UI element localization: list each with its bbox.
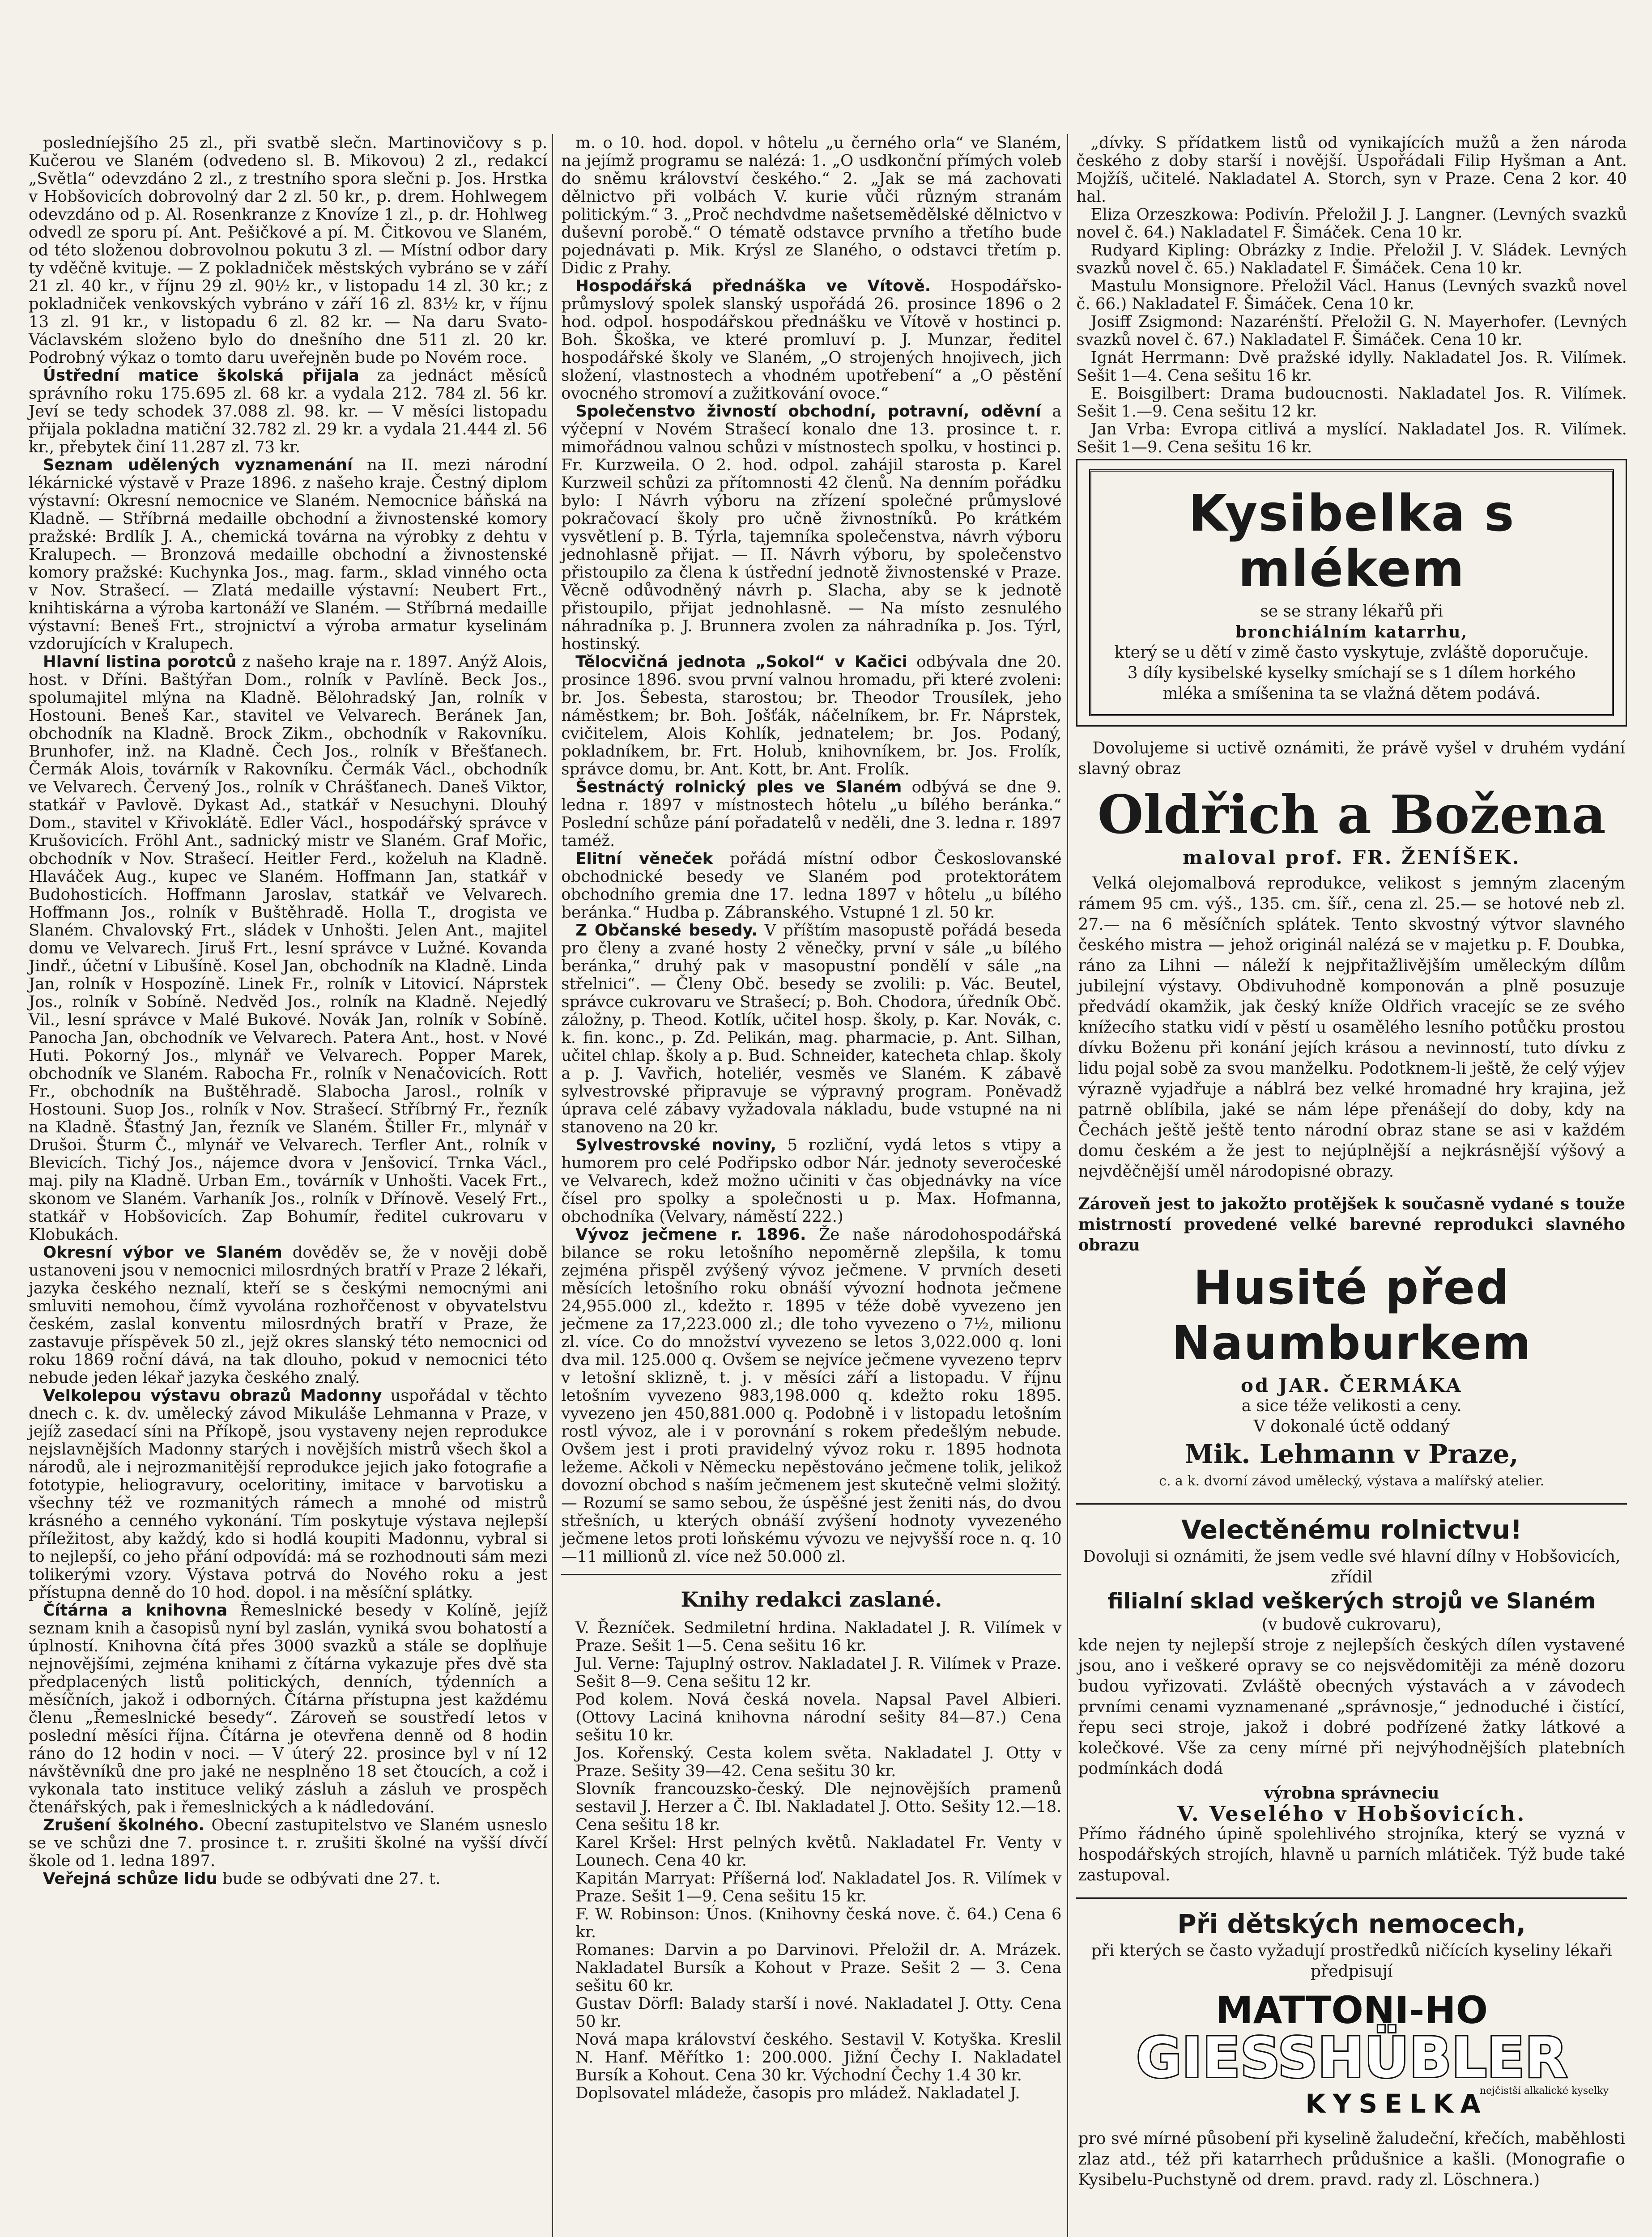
article-heading: Seznam udělených vyznamenání — [43, 456, 353, 474]
ad-rolnictvo-tail: Přímo řádného úpině spolehlivého strojníka, který se vyzná v hospodářských strojích, hlavně u parních mlátiček. Týž bude také zastupoval. — [1078, 1825, 1625, 1884]
book-entry: Slovník francouzsko-český. Dle nejnovějších pramenů sestavil J. Herzer a Č. Ibl. Nakladatel J. Otto. Sešity 12.—18. Cena sešitu 18 kr. — [575, 1780, 1062, 1834]
ad-mattoni-title: Při dětských nemocech, — [1177, 1909, 1526, 1939]
article-heading: Čítárna a knihovna — [43, 1601, 228, 1620]
article — [561, 850, 1061, 922]
article-heading: Hospodářská přednáška ve Vítově. — [575, 277, 931, 295]
book-entry: Ignát Herrmann: Dvě pražské idylly. Nakladatel Jos. R. Vilímek. Sešit 1—4. Cena sešitu 16 kr. — [1076, 349, 1627, 385]
columns — [29, 134, 1627, 2237]
book-entry: Pod kolem. Nová česká novela. Napsal Pavel Albieri. (Ottovy Laciná knihovna národní sešity 84—87.) Cena sešitu 10 kr. — [575, 1690, 1062, 1744]
article-text: za jednáct měsíců správního roku 175.695 zl. 68 kr. a vydala 212. 784 zl. 56 kr. Jeví se tedy schodek 37.088 zl. 98. kr. — V měsíci listopadu přijala pokladna matiční 32.782 zl. 29 kr. a vydala 21.444 zl. 56 kr., přebytek činí 11.287 zl. 73 kr. — [29, 366, 548, 456]
book-entry: Eliza Orzeszkowa: Podivín. Přeložil J. J. Langner. (Levných svazků novel č. 64.) Nakladatel F. Šimáček. Cena 10 kr. — [1076, 205, 1627, 242]
book-entry: V. Řezníček. Sedmiletní hrdina. Nakladatel J. R. Vilímek v Praze. Sešit 1—5. Cena sešitu 16 kr. — [575, 1619, 1062, 1655]
article-heading: Z Občanské besedy. — [575, 921, 758, 940]
books-heading: Knihy redakci zaslané. — [681, 1587, 942, 1612]
article-text: uspořádal v těchto dnech c. k. dv. umělecký závod Mikuláše Lehmanna v Praze, v jejíž zasedací síni na Příkopě, jsou vystaveny nejen reprodukce nejslavnějších Madonny starých i novějších mistrů všech škol a národů, ale i nejrozmanitější reprodukce jejich jako fotografie a fototypie, heliogravury, oceloritiny, imitace v barvotisku a všechny též ve rozmanitých rámech a mnohé od mistrů krásného a cenného vykonání. Tím poskytuje výstava nejlepší příležitost, aby každý, kdo si hodlá koupiti Madonnu, vybral si to nejlepší, co jeho přání odpovídá: má se rozhodnouti sám mezi tolikerými vzory. Výstava potrvá do Nového roku a jest přístupna denně do 10 hod. dopol. i na měsíční splátky. — [29, 1386, 548, 1602]
mattoni-brand-1: MATTONI-HO — [1215, 1988, 1488, 2032]
article-text: odbývá se dne 9. ledna r. 1897 v místnostech hôtelu „u bílého beránka.“ Poslední schůze pání pořadatelů v neděli, dne 3. ledna r. 1897 taméž. — [561, 778, 1062, 850]
book-entry: „dívky. S přídatkem listů od vynikajících mužů a žen národa českého z doby starší i novější. Uspořádali Filip Hyšman a Ant. Mojžíš, učitelé. Nakladatel A. Storch, syn v Praze. Cena 2 kor. 40 hal. — [1076, 134, 1627, 206]
ad-oldrich-body: Velká olejomalbová reprodukce, velikost s jemným zlaceným rámem 95 cm. výš., 135. cm. šíř., cena zl. 25.— se hotové neb zl. 27.— na 6 měsíčních splátek. Tento skvostný výtvor slavného českého mistra — jehož originál nalézá se v majetku p. F. Doubka, ráno za Lihni — náleží k nejpřitažlivějším uměleckým dílům jubilejní výstavy. Obdivuhodně komponován a plně posuzuje předvádí okamžik, jak český kníže Oldřich vracejíc se ze svého knížecího statku vidí v pěstí u osamělého lesního potůčku prostou dívku Boženu při konání jejích krásou a nevinností, tuto dívku z lidu pojal sobě za svou manželku. Podotknem-li ještě, že celý výjev výrazně vyjadřuje a náblrá bez velké hromadné hry krajina, jež patrně oblíbila, jaké se nám lépe přenášejí do doby, kdy na Čechách ještě ještě tento národní obraz stane se asi v každém domu českém a že jest to nejúplnější a nejkrásnější výšový a nejvděčnější uměl národopisné obrazy. — [1078, 874, 1625, 1181]
ad-husite — [1076, 1194, 1627, 1492]
article-text: posledníejšího 25 zl., při svatbě slečn. Martinovičovy s p. Kučerou ve Slaném (odvedeno sl. B. Mikovou) 2 zl., redakcí „Světla“ odevzdáno 2 zl., z trestního spora slečni p. Jos. Hrstka v Hobšovicích dobrovolný dar 2 zl. 50 kr., p. drem. Hohlwegem odevzdáno od p. Al. Rosenkranze z Knovíze 1 zl., p. dr. Hohlweg odvedl ze sporu pí. Ant. Pešičkové a pí. M. Čitkovou ve Slaném, od této složenou dobrovolnou pokutu 3 zl. — Místní odbor dary ty vděčně kvituje. — Z pokladniček městských vybráno se v září 21 zl. 40 kr., v říjnu 29 zl. 90½ kr., v listopadu 14 zl. 30 kr.; z pokladniček venkovských vybráno v září 16 zl. 83½ kr, v říjnu 13 zl. 91 kr., v listopadu 6 zl. 82 kr. — Na daru Svato-Václavském složeno bylo do dnešního dne 511 zl. 20 kr. Podrobný výkaz o tomto daru uveřejněn bude po Novém roce. — [29, 134, 548, 367]
article — [561, 922, 1061, 1136]
article-heading: Sylvestrovské noviny, — [575, 1136, 777, 1154]
article — [561, 1136, 1061, 1226]
ad-husite-firm: Mik. Lehmann v Praze, — [1184, 1439, 1519, 1469]
article — [561, 778, 1061, 850]
book-entry: E. Boisgilbert: Drama budoucnosti. Nakladatel Jos. R. Vilímek. Sešit 1.—9. Cena sešitu 12 kr. — [1076, 384, 1627, 421]
article — [29, 1870, 547, 1888]
article-text: a výčepní v Novém Strašecí konalo dne 13. prosince t. r. mimořádnou valnou schůzi v místnostech spolku, v hostinci p. Fr. Kurzweila. O 2. hod. odpol. zahájil starosta p. Karel Kurzweil schůzi za přítomnosti 42 členů. Na denním pořádku bylo: I Návrh výboru na zřízení společné průmyslové pokračovací školy pro učně živnostníků. Po krátkém vysvětlení p. B. Týrla, tajemníka společenstva, návrh výboru jednohlasně přijat. — II. Návrh výboru, by společenstvo přistoupilo za člena k ústřední jednotě živnostenské v Praze. Věcně odůvodněný návrh p. Slacha, aby se k jednotě přistoupilo, přijat jednohlasně. — Na místo zesnulého náhradníka p. J. Brunnera zvolen za náhradníka p. Jos. Týrl, hostinský. — [561, 402, 1062, 653]
ad-rolnictvo-body: kde nejen ty nejlepší stroje z nejlepších českých dílen vystavené jsou, ano i veškeré opravy se co nejsvědomitěji za méně dozoru budou vyřizovati. Zvláště obecných výstavách a v závodech prvními cenami vyznamenané „správnosje,“ jednoduché i čistící, řepu seci stroje, jakož i dobré podřízené žatky látkové a kolečkové. Vše za ceny mírné při nejvýhodnějších platebních podmínkách dodá — [1078, 1636, 1625, 1778]
book-entry: Nová mapa království českého. Sestavil V. Kotyška. Kreslil N. Hanf. Měřítko 1: 200.000. Jižní Čechy I. Nakladatel Bursík a Kohout. Cena 30 kr. Východní Čechy 1.4 30 kr. — [575, 2030, 1062, 2084]
article-text: dověděv se, že v nověji době ustanoveni jsou v nemocnici milosrdných bratří v Praze 2 lékaři, jazyka českého neznalí, kteří se s českými nemocnými ani smluviti nemohou, čímž vyvolána rozhořčenost v obyvatelstvu českém, zaslal konventu milosrdných bratří v Praze, že zastavuje příspěvek 50 zl., jejž okres slanský této nemocnici od roku 1869 roční dává, na tak dlouho, pokud v nemocnici této nebude jeden lékař jazyka českého znalý. — [29, 1243, 548, 1387]
article-heading: Hlavní listina porotců — [43, 653, 237, 671]
article — [29, 1244, 547, 1387]
book-entry: Jos. Kořenský. Cesta kolem světa. Nakladatel J. Otty v Praze. Sešity 39—42. Cena sešitu 30 kr. — [575, 1744, 1062, 1780]
article — [29, 1387, 547, 1602]
article — [29, 367, 547, 456]
book-entry: Karel Kršel: Hrst pelných květů. Nakladatel Fr. Venty v Lounech. Cena 40 kr. — [575, 1833, 1062, 1870]
ad-husite-firm-sub: c. a k. dvorní závod umělecký, výstava a malířský atelier. — [1159, 1473, 1545, 1489]
article — [561, 134, 1061, 277]
ad-husite-author: od JAR. ČERMÁKA — [1241, 1374, 1463, 1396]
ad-rolnictvo-line-1: Dovoluji si oznámiti, že jsem vedle své hlavní dílny v Hobšovicích, zřídil — [1083, 1548, 1621, 1586]
article-text: Že naše národohospodářská bilance se roku letošního nepoměrně zlepšila, k tomu zejména přispěl zvýšený vývoz ječmene. V prvních deseti měsících letošního roku obnáší vývozní hodnota ječmene 24,955.000 zl., kdežto r. 1895 v téže době vyvezeno jen ječmene za 17,223.000 zl.; dle toho vyvezeno o 7½, milionu zl. více. Co do množství vyvezeno se letos 3,022.000 q. loni dva mil. 125.000 q. Ovšem se nejvíce ječmene vyvezeno teprv v letošní sklizně, t. j. v měsíci září a listopadu. V říjnu letošním vyvezeno 983,198.000 q. kdežto roku 1895. vyvezeno jen 450,881.000 q. Podobně i v listopadu letošním rostl vývoz, ale i v porovnání s rokem předešlým nebude. Ovšem jest i proti pravidelný vývoz roku r. 1895 hodnota ležeme. Ačkoli v Německu nepěstováno ječmene tolik, jelikož dovozní obchod s naším ječmenem jest skutečně velmi složitý. — Rozumí se samo sebou, že úspěšné jest ženiti nás, do dvou střešních, u kterých obnáší zvýšení hodnoty vyvezeného ječmene letos proti loňskému vývozu ve nejvyšší roce n. q. 10—11 millionů zl. více než 50.000 zl. — [561, 1225, 1062, 1566]
ad-rolnictvo — [1076, 1513, 1627, 1886]
book-entry: F. W. Robinson: Únos. (Knihovny česká nove. č. 64.) Cena 6 kr. — [575, 1905, 1062, 1941]
article-text: odbývala dne 20. prosince 1896. svou první valnou hromadu, při které zvoleni: br. Jos. Šebesta, starostou; br. Theodor Trousílek, jeho náměstkem; br. Boh. Jošťák, náčelníkem, br. Fr. Náprstek, cvičitelem, Alois Kohlík, jednatelem; br. Jos. Podaný, pokladníkem, br. Frt. Holub, knihovníkem, br. Jos. Frolík, správce domu, br. Ant. Kott, br. Ant. Frolík. — [561, 653, 1062, 778]
ad-rolnictvo-line-2: filialní sklad veškerých strojů ve Slaném — [1107, 1589, 1596, 1614]
article — [29, 1816, 547, 1870]
ad-mattoni-line-2: pro své mírné působení při kyselině žaludeční, křečích, maběhlosti zlaz atd., též při katarrhech průdušnice a kašli. (Monografie o Kysibelu-Puchstyně od drem. pravd. rady zl. Löschnera.) — [1078, 2130, 1625, 2189]
ad-oldrich-author: maloval prof. FR. ŽENÍŠEK. — [1183, 846, 1521, 868]
ad-kysibelka-line-2: bronchiálním katarrhu, — [1235, 623, 1468, 642]
ad-kysibelka-line-3: který se u dětí v zimě často vyskytuje, zvláště doporučuje. — [1114, 643, 1589, 662]
book-entry: Mastulu Monsignore. Přeložil Václ. Hanus (Levných svazků novel č. 66.) Nakladatel F. Šimáček. Cena 10 kr. — [1076, 277, 1627, 313]
ad-husite-title: Husité před Naumburkem — [1171, 1260, 1532, 1370]
article — [561, 653, 1061, 778]
ad-kysibelka-frame — [1089, 469, 1614, 716]
article-text: Řemeslnické besedy v Kolíně, jejíž seznam knih a časopisů nyní byl zaslán, vyniká svou bohatostí a úplností. Knihovna čítá přes 3000 svazků a stále se doplňuje nejnovějšími, zejména knihami z čítárna vykazuje přes dvě sta předplacených listů politických, denních, týdenních a měsíčních, jakož i odborných. Čítárna přístupna jest každému členu „Řemeslnické besedy“. Zároveň se soustředí letos v poslední měsíci října. Čítárna je otevřena denně od 8 hodin ráno do 12 hodin v noci. — V úterý 22. prosince byl v ní 12 návštěvníků dne pro jaké ne nesplněno 18 set čtoucích, a což i vykonala tato instituce veliký zásluh a zásluh ve prospěch čtenářských, pak i řemeslnických a k nádledování. — [29, 1601, 548, 1816]
ad-husite-regards: V dokonalé úctě oddaný — [1253, 1417, 1450, 1436]
book-entry: Romanes: Darvin a po Darvinovi. Přeložil dr. A. Mrázek. Nakladatel Bursík a Kohout v Praze. Sešit 2 — 3. Cena sešitu 60 kr. — [575, 1941, 1062, 1995]
book-entry: Rudyard Kipling: Obrázky z Indie. Přeložil J. V. Sládek. Levných svazků novel č. 65.) Nakladatel F. Šimáček. Cena 10 kr. — [1076, 241, 1627, 277]
book-entry: Josiff Zsigmond: Nazarénští. Přeložil G. N. Mayerhofer. (Levných svazků novel č. 67.) Nakladatel F. Šimáček. Cena 10 kr. — [1076, 313, 1627, 349]
ad-kysibelka — [1076, 459, 1627, 727]
article-heading: Elitní věneček — [575, 850, 713, 868]
article-text: bude se odbývati dne 27. t. — [217, 1870, 441, 1888]
ad-rolnictvo-line-3: (v budově cukrovaru), — [1261, 1616, 1442, 1634]
article — [29, 653, 547, 1244]
article — [561, 277, 1061, 403]
column-2 — [561, 134, 1068, 2237]
column-1 — [29, 134, 553, 2237]
article-heading: Tělocvičná jednota „Sokol“ v Kačici — [575, 653, 907, 671]
divider-3 — [1076, 1897, 1627, 1899]
article — [29, 456, 547, 653]
book-entry: Doplsovatel mládeže, časopis pro mládež. Nakladatel J. — [575, 2084, 1020, 2102]
article-heading: Společenstvo živností obchodní, potravní, oděvní — [575, 402, 1041, 421]
article-text: Obecní zastupitelstvo ve Slaném usneslo se ve schůzi dne 7. prosince t. r. zrušiti školné na vyšší dívčí škole od 1. ledna 1897. — [29, 1816, 548, 1870]
book-entry: Jul. Verne: Tajuplný ostrov. Nakladatel J. R. Vilímek v Praze. Sešit 8—9. Cena sešitu 12 kr. — [575, 1654, 1062, 1691]
column-3 — [1076, 134, 1627, 2237]
article-text: z našeho kraje na r. 1897. Anýž Alois, host. v Dříni. Baštýřan Dom., rolník v Pavlíně. Beck Jos., spolumajitel mlýna na Kladně. Bělohradský Jan, rolník v Hostouni. Beneš Kar., stavitel ve Velvarech. Beránek Jan, obchodník na Kladně. Brock Zikm., obchodník v Rakovníku. Brunhofer, inž. na Kladně. Čech Jos., rolník v Břešťanech. Čermák Alois, továrník v Rakovníku. Čermák Václ., obchodník ve Velvarech. Červený Jos., rolník v Chrášťanech. Daneš Viktor, statkář v Pavlově. Dykast Ad., statkář v Nesuchyni. Dlouhý Dom., stavitel v Křivoklátě. Edler Václ., hospodářský správce v Krušovicích. Fröhl Ant., sadnický mistr ve Slaném. Graf Mořic, obchodník v Nov. Strašecí. Heitler Ferd., koželuh na Kladně. Hlaváček Aug., kupec ve Slaném. Hoffmann Jan, statkář v Budohosticích. Hoffmann Jaroslav, statkář ve Velvarech. Hoffmann Jos., rolník v Buštěhradě. Holla T., drogista ve Slaném. Chvalovský Frt., sládek v Unhošti. Jelen Ant., majitel domu ve Velvarech. Jiruš Frt., lesní správce v Lužné. Kovanda Jindř., účetní v Libušíně. Kosel Jan, obchodník na Kladně. Linda Jan, rolník v Hospozíně. Linek Fr., rolník v Litovicí. Náprstek Jos., rolník v Sobíně. Nedvěd Jos., rolník na Kladně. Nejedlý Vil., lesní správce v Malé Bukové. Novák Jan, rolník v Sobíně. Panocha Jan, obchodník ve Velvarech. Patera Ant., host. v Nové Huti. Pokorný Jos., mlynář ve Velvarech. Popper Marek, obchodník ve Slaném. Rabocha Fr., rolník v Nenačovicích. Rott Fr., obchodník na Buštěhradě. Slabocha Jarosl., rolník v Hostouni. Suop Jos., rolník v Nov. Strašecí. Stříbrný Fr., řezník na Kladně. Šťastný Jan, řezník ve Slaném. Štiller Fr., mlynář v Drušoi. Šturm Č., mlynář ve Velvarech. Terfler Ant., rolník v Blevicích. Tichý Jos., nájemce dvora v Jenšovicí. Trnka Václ., maj. pily na Kladně. Urban Em., továrník v Unhošti. Vacek Frt., skonom ve Slaném. Varhaník Jos., rolník v Dřínově. Veselý Frt., statkář v Hobšovicích. Zap Bohumír, ředitel cukrovaru v Klobukách. — [29, 653, 548, 1244]
divider — [561, 1574, 1061, 1575]
article-text: V příštím masopustě pořádá beseda pro členy a zvané hosty 2 věnečky, první v sále „u bílého beránka,“ druhý pak v masopustní pondělí v sále „na střelnici“. — Členy Obč. besedy se zvolili: p. Vác. Beutel, správce cukrovaru ve Strašecí; p. Boh. Chodora, úředník Obč. záložny, p. Theod. Kotlík, učitel hosp. školy, p. Kar. Novák, c. k. fin. konc., p. Zd. Pelikán, mag. pharmacie, p. Ant. Silhan, učitel chlap. školy a p. Bud. Schneider, katecheta chlap. školy a p. J. Vavřich, hoteliér, vesměs ve Slaném. K zábavě sylvestrovské připravuje se výpravný program. Poněvadž úprava celé zábavy vyžadovala nákladu, bude vstupné na ni stanoveno na 20 kr. — [561, 921, 1062, 1136]
ad-kysibelka-title: Kysibelka s mlékem — [1188, 485, 1515, 598]
ad-mattoni — [1076, 1907, 1627, 2190]
article-text: 5 rozliční, vydá letos s vtipy a humorem pro celé Podřipsko odbor Nár. jednoty severočeské ve Velvarech, kdež možno učiniti v čas objednávky na více čísel pro spolky a společnosti u p. Max. Hofmanna, obchodníka (Velvary, náměstí 222.) — [561, 1136, 1062, 1226]
ad-oldrich-intro: Dovolujeme si uctivě oznámiti, že právě vyšel v druhém vydání slavný obraz — [1078, 739, 1625, 778]
article-heading: Velkolepou výstavu obrazů Madonny — [43, 1386, 382, 1405]
article-heading: Vývoz ječmene r. 1896. — [575, 1225, 806, 1244]
ad-kysibelka-line-4: 3 díly kysibelské kyselky smíchají se s 1 dílem horkého mléka a smíšenina ta se vlažná dětem podává. — [1127, 664, 1576, 703]
article-heading: Ústřední matice školská přijala — [43, 366, 359, 385]
ad-rolnictvo-sign-1: výrobna správneciu — [1264, 1784, 1439, 1803]
column-2-articles — [561, 134, 1061, 1566]
ad-husite-note: Zároveň jest to jakožto protějšek k současně vydané s touže mistrností provedené velké barevné reprodukci slavného obrazu — [1078, 1195, 1625, 1255]
ad-rolnictvo-sign-2: V. Veselého v Hobšovicích. — [1177, 1802, 1526, 1826]
book-entry: Kapitán Marryat: Příšerná loď. Nakladatel Jos. R. Vilímek v Praze. Sešit 1—9. Cena sešitu 15 kr. — [575, 1869, 1062, 1905]
ad-rolnictvo-title: Velectěnému rolnictvu! — [1181, 1514, 1522, 1545]
article-heading: Zrušení školného. — [43, 1816, 204, 1834]
ad-kysibelka-line-1: se se strany lékařů při — [1260, 602, 1443, 621]
article-heading: Šestnáctý rolnický ples ve Slaném — [575, 778, 902, 796]
ad-husite-sub: a sice téže velikosti a ceny. — [1241, 1397, 1462, 1415]
mattoni-logo-graphic — [1119, 1988, 1609, 2122]
ad-oldrich-title: Oldřich a Božena — [1097, 783, 1606, 846]
column-3-books-continued — [1076, 134, 1627, 456]
article-heading: Okresní výbor ve Slaném — [43, 1243, 282, 1262]
divider-2 — [1076, 1503, 1627, 1505]
ad-mattoni-logo — [1119, 1988, 1609, 2122]
book-entry: Jan Vrba: Evropa citlivá a myslící. Nakladatel Jos. R. Vilímek. Sešit 1—9. Cena sešitu 16 kr. — [1076, 420, 1627, 456]
article-heading: Veřejná schůze lidu — [43, 1870, 217, 1888]
article — [561, 1226, 1061, 1566]
article-text: Hospodářsko-průmyslový spolek slanský uspořádá 26. prosince 1896 o 2 hod. odpol. hospodářskou přednášku ve Vítově v hostinci p. Boh. Škoška, ve které promluví p. J. Munzar, ředitel hospodářské školy ve Slaném, „O strojených hnojivech, jich složení, vlastnostech a vhodném upotřebení“ a „O pěstění ovocného stromoví a zužitkování ovoce.“ — [561, 277, 1062, 403]
ad-mattoni-line-1: při kterých se často vyžadují prostředků ničících kyseliny lékaři předpisují — [1091, 1942, 1612, 1981]
article — [29, 134, 547, 367]
mattoni-brand-3: KYSELKA — [1305, 2088, 1488, 2119]
mattoni-brand-note: nejčistší alkalické kyselky — [1479, 2085, 1609, 2097]
ad-oldrich — [1076, 738, 1627, 1182]
book-entry: Gustav Dörfl: Balady starší i nové. Nakladatel J. Otty. Cena 50 kr. — [575, 1995, 1062, 2031]
article — [29, 1602, 547, 1816]
article-text: m. o 10. hod. dopol. v hôtelu „u černého orla“ ve Slaném, na jejímž programu se nalézá: 1. „O usdkonční přímých voleb do sněmu království českého.“ 2. „Jak se má zachovati dělnictvo při volbách V. kurie vůči různým stranám politickým.“ 3. „Proč nechdvdme našetsemědělské dělnictvo v duševní porobě.“ O tématě odstavce prvního a třetího bude pojednávati p. Mik. Krýsl ze Slaného, o odstavci třetím p. Didic z Prahy. — [561, 134, 1062, 277]
mattoni-brand-2: GIESSHÜBLER — [1136, 2026, 1567, 2090]
article — [561, 403, 1061, 653]
books-list — [561, 1619, 1061, 2102]
article-text: pořádá místní odbor Českoslovanské obchodnické besedy ve Slaném pod protektorátem obchodního gremia dne 17. ledna 1897 v hôtelu „u bílého beránka.“ Hudba p. Zábranského. Vstupné 1 zl. 50 kr. — [561, 850, 1062, 922]
article-text: na II. mezi národní lékárnické výstavě v Praze 1896. z našeho kraje. Čestný diplom výstavní: Okresní nemocnice ve Slaném. Nemocnice báňská na Kladně. — Stříbrná medaille obchodní a živnostenské komory pražské: Brdlík J. A., chemická továrna na výrobky z dehtu v Kralupech. — Bronzová medaille obchodní a živnostenské komory pražské: Kuchynka Jos., mag. farm., sklad vinného octa v Nov. Strašecí. — Zlatá medaille výstavní: Neubert Frt., knihtiskárna a výroba kartonáží ve Slaném. — Stříbrná medaille výstavní: Beneš Frt., strojnictví a výroba armatur kyselinám vzdorujících v Kralupech. — [29, 456, 548, 653]
